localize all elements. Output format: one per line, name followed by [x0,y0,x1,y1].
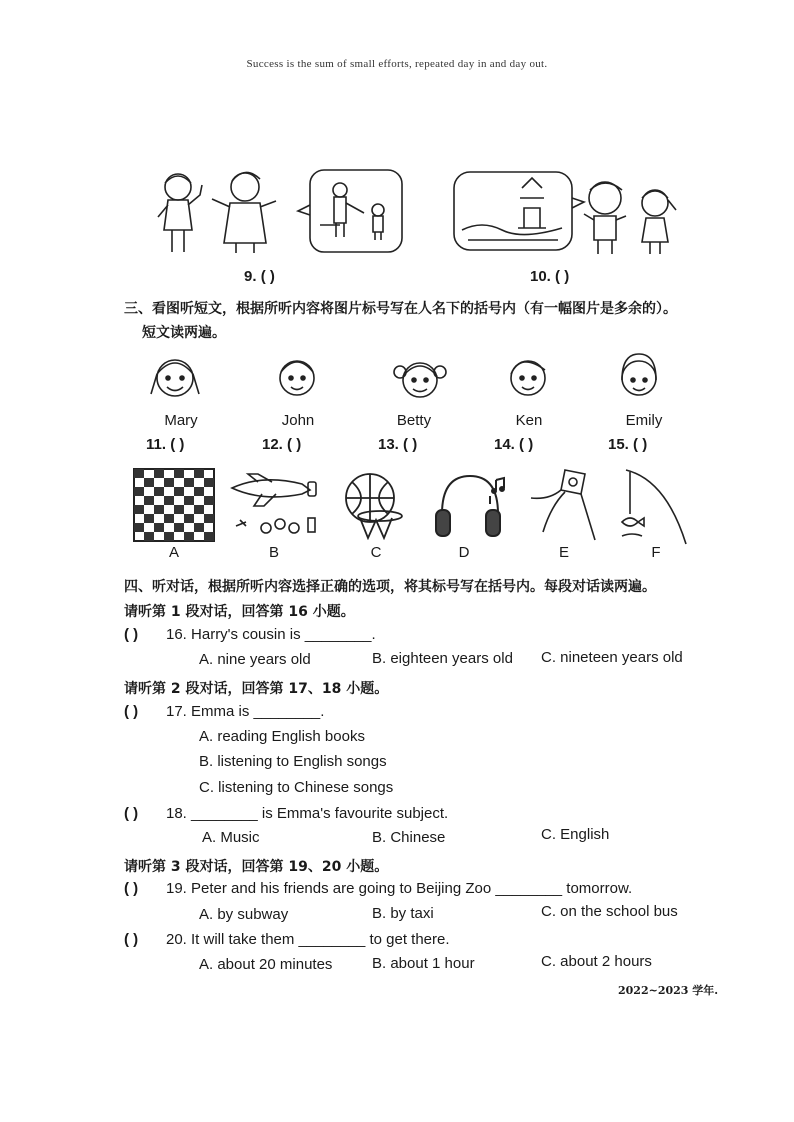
boy-face-icon [272,350,322,406]
question-number: 9. [244,268,257,285]
question-12-blank[interactable]: 12. ( ) [262,436,302,453]
question-text: 16. Harry's cousin is ________. [166,626,376,643]
option-18b: B. Chinese [372,829,446,846]
person-name-betty: Betty [396,412,432,429]
picture-letter-e: E [558,544,569,561]
option-16b: B. eighteen years old [372,650,513,667]
option-19c: C. on the school bus [541,903,678,920]
question-text: 20. It will take them ________ to get there. [166,931,450,948]
option-16c: C. nineteen years old [541,649,683,666]
fishing-rod-icon [618,466,694,546]
dialogue-1-hint: 请听第 1 段对话，回答第 16 小题。 [124,604,355,620]
answer-paren[interactable]: ( ) [124,703,139,720]
chess-board-icon [133,468,215,542]
option-20c: C. about 2 hours [541,953,652,970]
page-footer: 2022~2023 学年. [618,984,719,997]
section-3-title: 三、看图听短文，根据所听内容将图片标号写在人名下的括号内（有一幅图片是多余的）。 [124,301,677,317]
boy-face-icon [503,350,553,406]
answer-paren[interactable]: ( ) [124,805,139,822]
question-number: 10. [530,268,551,285]
question-19 [124,880,632,897]
kite-icon [525,466,601,546]
question-9-label [244,268,275,285]
picture-letter-d: D [458,544,470,561]
person-name-mary: Mary [164,412,198,429]
question-15-blank[interactable]: 15. ( ) [608,436,648,453]
option-19b: B. by taxi [372,905,434,922]
option-17b: B. listening to English songs [199,753,387,770]
question-11-blank[interactable]: 11. ( ) [146,436,185,453]
answer-blank[interactable]: ( ) [555,268,570,285]
question-10-label [530,268,569,285]
picture-letter-f: F [651,544,661,561]
answer-paren[interactable]: ( ) [124,931,139,948]
picture-letter-b: B [268,544,279,561]
page-motto: Success is the sum of small efforts, repeated day in and day out. [246,58,548,70]
girl-pigtails-face-icon [390,350,450,406]
dialogue-3-hint: 请听第 3 段对话，回答第 19、20 小题。 [124,859,389,875]
girl-face-icon [145,350,205,406]
person-name-john: John [281,412,315,429]
question-20 [124,931,450,948]
answer-paren[interactable]: ( ) [124,880,139,897]
question-text: 17. Emma is ________. [166,703,325,720]
question-16 [124,626,376,643]
question-14-blank[interactable]: 14. ( ) [494,436,534,453]
option-20b: B. about 1 hour [372,955,475,972]
question-text: 19. Peter and his friends are going to Beijing Zoo ________ tomorrow. [166,880,633,897]
option-16a: A. nine years old [199,651,311,668]
section-3-subtitle: 短文读两遍。 [142,325,226,341]
girl-bob-face-icon [614,350,664,406]
model-plane-icon [228,470,320,540]
person-name-emily: Emily [625,412,663,429]
option-18a: A. Music [202,829,260,846]
question-17 [124,703,324,720]
person-name-ken: Ken [515,412,543,429]
question-18 [124,805,448,822]
answer-blank[interactable]: ( ) [260,268,275,285]
section-4-title: 四、听对话，根据所听内容选择正确的选项，将其标号写在括号内。每段对话读两遍。 [124,579,656,595]
option-17a: A. reading English books [199,728,365,745]
girl-man-speech-bubble-illustration [150,165,410,260]
basketball-hoop-icon [340,472,412,540]
answer-paren[interactable]: ( ) [124,626,139,643]
question-13-blank[interactable]: 13. ( ) [378,436,418,453]
question-text: 18. ________ is Emma's favourite subject. [166,805,449,822]
option-19a: A. by subway [199,906,289,923]
option-20a: A. about 20 minutes [199,956,333,973]
headphones-music-icon [434,470,508,542]
option-18c: C. English [541,826,610,843]
dialogue-2-hint: 请听第 2 段对话，回答第 17、18 小题。 [124,681,389,697]
picture-letter-c: C [370,544,382,561]
pagoda-scene-boy-girl-illustration [450,168,690,263]
option-17c: C. listening to Chinese songs [199,779,394,796]
picture-letter-a: A [168,544,179,561]
